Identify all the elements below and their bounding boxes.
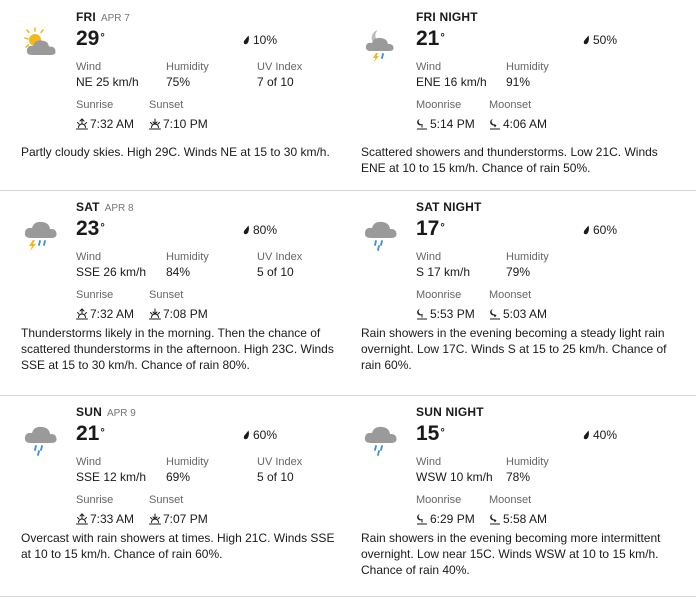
sunrise-icon <box>76 307 90 321</box>
degree-symbol: ° <box>440 222 445 234</box>
moonrise-icon <box>416 117 430 131</box>
degree-symbol: ° <box>100 222 105 234</box>
moonset-time <box>489 117 547 131</box>
forecast-row <box>0 200 696 395</box>
moonrise-time <box>416 512 475 526</box>
sunset-value: 7:07 PM <box>163 512 208 526</box>
degree-symbol: ° <box>440 427 445 439</box>
period-name <box>76 405 136 419</box>
raindrop-icon <box>583 33 593 47</box>
moonrise-value: 5:14 PM <box>430 117 475 131</box>
temperature <box>76 26 105 52</box>
wind-label: Wind <box>416 61 442 73</box>
humidity-value: 69% <box>166 470 191 484</box>
sunset-icon <box>149 117 163 131</box>
sunrise-label: Sunrise <box>76 99 114 111</box>
humidity-value: 75% <box>166 75 191 89</box>
forecast-row <box>0 10 696 190</box>
humidity-value: 78% <box>506 470 531 484</box>
sunrise-value: 7:32 AM <box>90 117 135 131</box>
temperature-value: 21 <box>416 27 440 50</box>
temperature <box>416 216 445 242</box>
moonset-time <box>489 512 547 526</box>
precipitation-value: 60% <box>253 428 278 442</box>
uv-index-value: 7 of 10 <box>257 75 294 89</box>
sunset-time <box>149 117 208 131</box>
precipitation-value: 50% <box>593 33 618 47</box>
degree-symbol: ° <box>440 32 445 44</box>
precipitation-chance <box>243 223 277 237</box>
sunrise-time <box>76 307 134 321</box>
sunset-value: 7:10 PM <box>163 117 208 131</box>
sunrise-icon <box>76 512 90 526</box>
rain-cloud-icon <box>361 421 401 457</box>
row-divider <box>0 596 696 597</box>
wind-label: Wind <box>76 61 102 73</box>
precipitation-value: 80% <box>253 223 278 237</box>
period-name <box>416 200 482 214</box>
moonrise-label: Moonrise <box>416 289 462 301</box>
temperature <box>416 26 445 52</box>
temperature <box>76 216 105 242</box>
partly-cloudy-icon <box>21 26 61 62</box>
moonset-icon <box>489 117 503 131</box>
sunrise-time <box>76 117 134 131</box>
humidity-label: Humidity <box>506 456 549 468</box>
sunset-label: Sunset <box>149 289 184 301</box>
day-panel <box>21 405 361 595</box>
rain-cloud-icon <box>21 421 61 457</box>
humidity-value: 91% <box>506 75 531 89</box>
moonset-value: 4:06 AM <box>503 117 548 131</box>
temperature <box>416 421 445 447</box>
moonset-value: 5:58 AM <box>503 512 548 526</box>
sunset-label: Sunset <box>149 99 184 111</box>
temperature-value: 23 <box>76 217 100 240</box>
humidity-label: Humidity <box>506 251 549 263</box>
humidity-label: Humidity <box>166 456 209 468</box>
temperature-value: 29 <box>76 27 100 50</box>
wind-value: NE 25 km/h <box>76 75 139 89</box>
sunset-label: Sunset <box>149 494 184 506</box>
moonset-icon <box>489 512 503 526</box>
raindrop-icon <box>243 33 253 47</box>
wind-value: WSW 10 km/h <box>416 470 493 484</box>
precipitation-value: 10% <box>253 33 278 47</box>
humidity-label: Humidity <box>506 61 549 73</box>
wind-value: SSE 26 km/h <box>76 265 147 279</box>
raindrop-icon <box>583 428 593 442</box>
sunrise-value: 7:32 AM <box>90 307 135 321</box>
wind-value: S 17 km/h <box>416 265 471 279</box>
period-date: APR 7 <box>100 13 130 24</box>
temperature-value: 21 <box>76 422 100 445</box>
sunset-icon <box>149 307 163 321</box>
precipitation-chance <box>583 428 617 442</box>
raindrop-icon <box>243 428 253 442</box>
forecast-description: Thunderstorms likely in the morning. Then the chance of scattered thunderstorms in the afternoon. High 23C. Winds SSE at 15 to 30 km/h. Chance of rain 80%. <box>21 326 334 372</box>
sunset-value: 7:08 PM <box>163 307 208 321</box>
thunderstorm-icon <box>21 216 61 252</box>
humidity-value: 79% <box>506 265 531 279</box>
wind-value: SSE 12 km/h <box>76 470 147 484</box>
precipitation-chance <box>243 33 277 47</box>
raindrop-icon <box>583 223 593 237</box>
wind-label: Wind <box>416 456 442 468</box>
night-panel <box>361 200 696 395</box>
moonrise-value: 5:53 PM <box>430 307 475 321</box>
sunset-icon <box>149 512 163 526</box>
wind-label: Wind <box>416 251 442 263</box>
sunset-time <box>149 307 208 321</box>
forecast-description: Partly cloudy skies. High 29C. Winds NE at 15 to 30 km/h. <box>21 145 330 159</box>
uv-index-label: UV Index <box>257 251 303 263</box>
moonset-time <box>489 307 547 321</box>
uv-index-label: UV Index <box>257 456 303 468</box>
sunrise-label: Sunrise <box>76 289 114 301</box>
temperature-value: 17 <box>416 217 440 240</box>
moonrise-icon <box>416 512 430 526</box>
period-name <box>76 10 130 24</box>
raindrop-icon <box>243 223 253 237</box>
moonset-label: Moonset <box>489 494 532 506</box>
rain-cloud-icon <box>361 216 401 252</box>
uv-index-value: 5 of 10 <box>257 470 294 484</box>
moonset-icon <box>489 307 503 321</box>
moonset-value: 5:03 AM <box>503 307 548 321</box>
temperature <box>76 421 105 447</box>
precipitation-chance <box>583 33 617 47</box>
precipitation-chance <box>243 428 277 442</box>
period-title: SUN NIGHT <box>416 405 484 419</box>
night-panel <box>361 10 696 190</box>
period-title: SAT NIGHT <box>416 200 482 214</box>
period-title: FRI NIGHT <box>416 10 478 24</box>
period-name <box>416 10 478 24</box>
forecast-row <box>0 405 696 595</box>
precipitation-chance <box>583 223 617 237</box>
uv-index-label: UV Index <box>257 61 303 73</box>
precipitation-value: 60% <box>593 223 618 237</box>
day-panel <box>21 200 361 395</box>
sunset-time <box>149 512 208 526</box>
forecast-description: Overcast with rain showers at times. High 21C. Winds SSE at 10 to 15 km/h. Chance of rain 60%. <box>21 531 335 561</box>
day-panel <box>21 10 361 190</box>
degree-symbol: ° <box>100 32 105 44</box>
moonrise-label: Moonrise <box>416 99 462 111</box>
uv-index-value: 5 of 10 <box>257 265 294 279</box>
wind-label: Wind <box>76 456 102 468</box>
forecast-description: Rain showers in the evening becoming more intermittent overnight. Low near 15C. Winds WSW at 10 to 15 km/h. Chance of rain 40%. <box>361 531 661 577</box>
night-panel <box>361 405 696 595</box>
moonrise-time <box>416 117 475 131</box>
period-title: SAT <box>76 200 100 214</box>
period-name <box>76 200 134 214</box>
row-divider <box>0 395 696 396</box>
moonrise-label: Moonrise <box>416 494 462 506</box>
forecast-description: Scattered showers and thunderstorms. Low 21C. Winds ENE at 10 to 15 km/h. Chance of rain 50%. <box>361 145 658 175</box>
forecast-description: Rain showers in the evening becoming a steady light rain overnight. Low 17C. Winds S at 15 to 25 km/h. Chance of rain 60%. <box>361 326 667 372</box>
night-thunderstorm-icon <box>361 26 401 62</box>
wind-value: ENE 16 km/h <box>416 75 487 89</box>
sunrise-icon <box>76 117 90 131</box>
humidity-label: Humidity <box>166 251 209 263</box>
wind-label: Wind <box>76 251 102 263</box>
precipitation-value: 40% <box>593 428 618 442</box>
humidity-value: 84% <box>166 265 191 279</box>
period-title: SUN <box>76 405 102 419</box>
moonrise-icon <box>416 307 430 321</box>
moonset-label: Moonset <box>489 99 532 111</box>
period-date: APR 8 <box>104 203 134 214</box>
period-name <box>416 405 484 419</box>
degree-symbol: ° <box>100 427 105 439</box>
temperature-value: 15 <box>416 422 440 445</box>
sunrise-time <box>76 512 134 526</box>
moonset-label: Moonset <box>489 289 532 301</box>
row-divider <box>0 190 696 191</box>
moonrise-time <box>416 307 475 321</box>
period-date: APR 9 <box>106 408 136 419</box>
sunrise-value: 7:33 AM <box>90 512 135 526</box>
moonrise-value: 6:29 PM <box>430 512 475 526</box>
sunrise-label: Sunrise <box>76 494 114 506</box>
period-title: FRI <box>76 10 96 24</box>
humidity-label: Humidity <box>166 61 209 73</box>
